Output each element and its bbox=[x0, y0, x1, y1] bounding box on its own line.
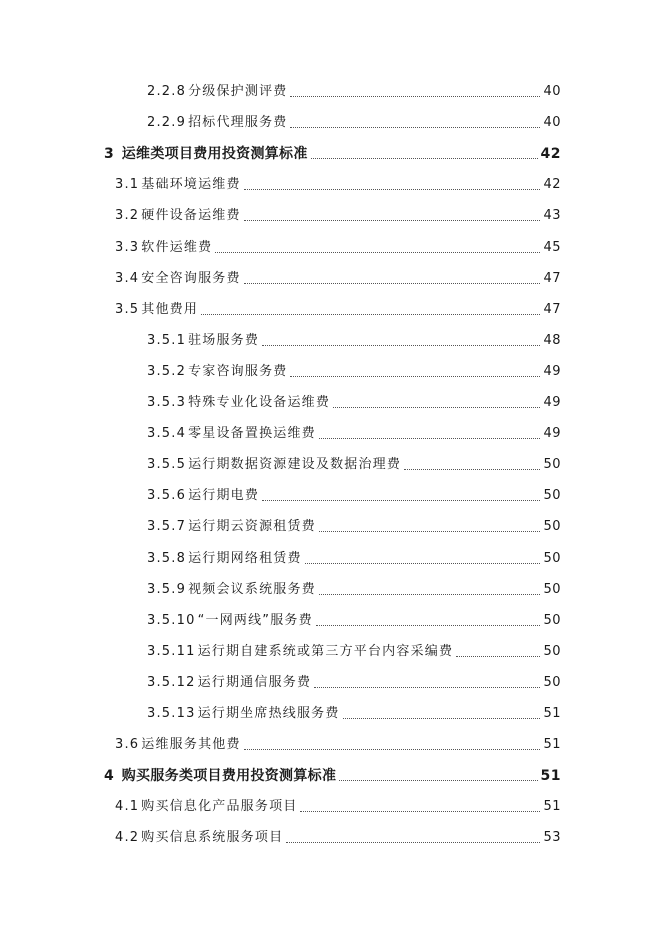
toc-entry-title: 购买服务类项目费用投资测算标准 bbox=[121, 768, 337, 784]
toc-entry-number: 3.5.6 bbox=[147, 488, 187, 503]
toc-entry-page-number: 51 bbox=[543, 799, 561, 814]
toc-entry-page-number: 49 bbox=[543, 426, 561, 441]
toc-entry-number: 4.1 bbox=[115, 799, 140, 814]
dot-leader bbox=[300, 807, 540, 812]
dot-leader bbox=[262, 341, 540, 346]
toc-entry-page-number: 51 bbox=[540, 768, 561, 784]
toc-entry-title: 运维类项目费用投资测算标准 bbox=[121, 146, 308, 162]
toc-entry-title: 购买信息化产品服务项目 bbox=[141, 799, 298, 814]
toc-entry[interactable] bbox=[147, 456, 561, 474]
toc-entry-page-number: 48 bbox=[543, 333, 561, 348]
toc-entry[interactable] bbox=[115, 798, 561, 816]
dot-leader bbox=[316, 621, 541, 626]
toc-entry[interactable] bbox=[147, 487, 561, 505]
toc-entry-page-number: 40 bbox=[543, 84, 561, 99]
toc-entry[interactable] bbox=[115, 301, 561, 319]
toc-entry[interactable] bbox=[104, 145, 561, 163]
toc-entry-title: 硬件设备运维费 bbox=[141, 208, 241, 223]
toc-entry-number: 3.4 bbox=[115, 271, 140, 286]
toc-entry[interactable] bbox=[147, 394, 561, 412]
toc-entry-title: 运行期坐席热线服务费 bbox=[197, 706, 340, 721]
dot-leader bbox=[244, 279, 541, 284]
toc-entry-number: 3.1 bbox=[115, 177, 140, 192]
toc-entry-page-number: 50 bbox=[543, 551, 561, 566]
toc-entry-title: 招标代理服务费 bbox=[188, 115, 288, 130]
toc-entry-title: 视频会议系统服务费 bbox=[188, 582, 316, 597]
dot-leader bbox=[305, 559, 541, 564]
dot-leader bbox=[339, 776, 537, 781]
toc-entry-title: 运行期网络租赁费 bbox=[188, 551, 302, 566]
toc-entry-page-number: 47 bbox=[543, 271, 561, 286]
toc-entry-title: 专家咨询服务费 bbox=[188, 364, 288, 379]
toc-entry-title: 运行期通信服务费 bbox=[197, 675, 312, 690]
toc-entry-number: 3.5.10 bbox=[147, 613, 196, 628]
dot-leader bbox=[343, 714, 541, 719]
toc-entry-number: 3.6 bbox=[115, 737, 140, 752]
toc-entry-title: 运行期数据资源建设及数据治理费 bbox=[188, 457, 402, 472]
toc-entry[interactable] bbox=[147, 83, 561, 101]
toc-entry-title: 其他费用 bbox=[141, 302, 199, 317]
toc-entry-title: “一网两线”服务费 bbox=[197, 613, 313, 628]
toc-entry-page-number: 50 bbox=[543, 582, 561, 597]
toc-entry-page-number: 50 bbox=[543, 675, 561, 690]
dot-leader bbox=[319, 527, 541, 532]
dot-leader bbox=[404, 465, 540, 470]
toc-entry-title: 购买信息系统服务项目 bbox=[141, 830, 284, 845]
toc-entry[interactable] bbox=[147, 643, 561, 661]
toc-entry-title: 零星设备置换运维费 bbox=[188, 426, 316, 441]
dot-leader bbox=[244, 216, 541, 221]
toc-entry-number: 3.5.13 bbox=[147, 706, 196, 721]
toc-entry-page-number: 43 bbox=[543, 208, 561, 223]
toc-entry[interactable] bbox=[115, 270, 561, 288]
toc-entry-page-number: 50 bbox=[543, 488, 561, 503]
dot-leader bbox=[201, 310, 540, 315]
toc-entry[interactable] bbox=[147, 114, 561, 132]
toc-entry-page-number: 40 bbox=[543, 115, 561, 130]
toc-entry-title: 软件运维费 bbox=[141, 240, 213, 255]
toc-entry-page-number: 50 bbox=[543, 519, 561, 534]
toc-entry[interactable] bbox=[115, 207, 561, 225]
toc-entry[interactable] bbox=[115, 736, 561, 754]
toc-entry[interactable] bbox=[147, 332, 561, 350]
toc-entry-title: 运行期云资源租赁费 bbox=[188, 519, 316, 534]
toc-entry-number: 3.5.5 bbox=[147, 457, 187, 472]
toc-entry-title: 特殊专业化设备运维费 bbox=[188, 395, 331, 410]
toc-entry[interactable] bbox=[115, 239, 561, 257]
toc-entry[interactable] bbox=[147, 518, 561, 536]
toc-entry-number: 2.2.9 bbox=[147, 115, 187, 130]
toc-entry-page-number: 53 bbox=[543, 830, 561, 845]
toc-entry[interactable] bbox=[147, 674, 561, 692]
dot-leader bbox=[456, 652, 540, 657]
toc-entry-number: 3.5.2 bbox=[147, 364, 187, 379]
toc-entry-title: 运行期自建系统或第三方平台内容采编费 bbox=[197, 644, 454, 659]
toc-entry-title: 驻场服务费 bbox=[188, 333, 260, 348]
toc-entry-number: 3.5.1 bbox=[147, 333, 187, 348]
toc-entry-page-number: 45 bbox=[543, 240, 561, 255]
dot-leader bbox=[319, 434, 541, 439]
toc-entry[interactable] bbox=[147, 705, 561, 723]
dot-leader bbox=[319, 590, 541, 595]
dot-leader bbox=[333, 403, 540, 408]
toc-entry-page-number: 49 bbox=[543, 364, 561, 379]
toc-entry-number: 3.2 bbox=[115, 208, 140, 223]
toc-entry-number: 3.5.11 bbox=[147, 644, 196, 659]
toc-entry[interactable] bbox=[115, 176, 561, 194]
toc-entry-number: 3 bbox=[104, 146, 114, 162]
dot-leader bbox=[311, 154, 538, 159]
toc-entry-number: 3.5.9 bbox=[147, 582, 187, 597]
toc-entry[interactable] bbox=[115, 829, 561, 847]
toc-entry-title: 运行期电费 bbox=[188, 488, 260, 503]
toc-entry-page-number: 51 bbox=[543, 706, 561, 721]
toc-entry-number: 4.2 bbox=[115, 830, 140, 845]
toc-entry-number: 3.5.12 bbox=[147, 675, 196, 690]
dot-leader bbox=[286, 838, 540, 843]
toc-entry[interactable] bbox=[104, 767, 561, 785]
toc-entry[interactable] bbox=[147, 425, 561, 443]
toc-entry-number: 3.5.7 bbox=[147, 519, 187, 534]
toc-entry[interactable] bbox=[147, 550, 561, 568]
toc-entry-number: 3.3 bbox=[115, 240, 140, 255]
toc-entry-page-number: 51 bbox=[543, 737, 561, 752]
toc-entry-page-number: 42 bbox=[540, 146, 561, 162]
toc-entry[interactable] bbox=[147, 363, 561, 381]
toc-entry-title: 分级保护测评费 bbox=[188, 84, 288, 99]
toc-entry-number: 4 bbox=[104, 768, 114, 784]
dot-leader bbox=[244, 185, 541, 190]
toc-entry-number: 3.5.8 bbox=[147, 551, 187, 566]
toc-entry-title: 运维服务其他费 bbox=[141, 737, 241, 752]
toc-entry-number: 2.2.8 bbox=[147, 84, 187, 99]
toc-entry-page-number: 49 bbox=[543, 395, 561, 410]
toc-entry-number: 3.5 bbox=[115, 302, 140, 317]
dot-leader bbox=[262, 496, 540, 501]
dot-leader bbox=[290, 123, 540, 128]
toc-entry[interactable] bbox=[147, 612, 561, 630]
dot-leader bbox=[290, 92, 540, 97]
toc-entry[interactable] bbox=[147, 581, 561, 599]
dot-leader bbox=[244, 745, 541, 750]
dot-leader bbox=[215, 248, 540, 253]
toc-entry-page-number: 50 bbox=[543, 457, 561, 472]
toc-entry-page-number: 50 bbox=[543, 613, 561, 628]
toc-entry-number: 3.5.4 bbox=[147, 426, 187, 441]
dot-leader bbox=[314, 683, 540, 688]
dot-leader bbox=[290, 372, 540, 377]
toc-entry-page-number: 50 bbox=[543, 644, 561, 659]
toc-entry-title: 安全咨询服务费 bbox=[141, 271, 241, 286]
toc-entry-page-number: 47 bbox=[543, 302, 561, 317]
toc-entry-number: 3.5.3 bbox=[147, 395, 187, 410]
toc-entry-page-number: 42 bbox=[543, 177, 561, 192]
toc-entry-title: 基础环境运维费 bbox=[141, 177, 241, 192]
